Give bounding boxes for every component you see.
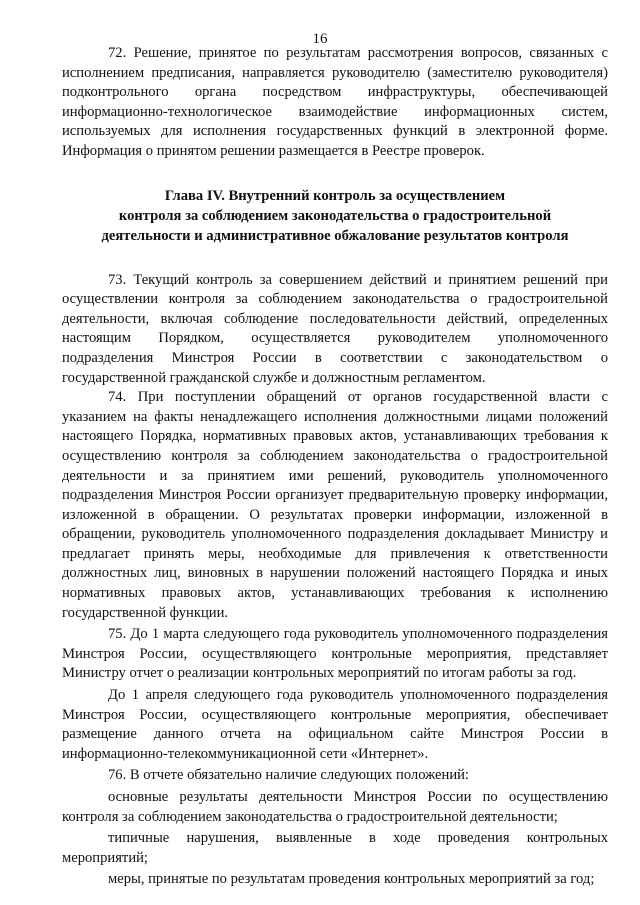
paragraph-75-cont: До 1 апреля следующего года руководитель уполномоченного подразделения Минстроя России, осуществляющего контрольные мероприятия, обеспечивает размещение данного отчета на официальном сайте Минстроя России в информационно-телекоммуникационной сети «Интернет». — [62, 687, 608, 762]
paragraph-75: 75. До 1 марта следующего года руководитель уполномоченного подразделения Минстроя России, осуществляющего контрольные мероприятия, представляет Министру отчет о реализации контрольных мероприятий по итогам работы за год. — [62, 626, 608, 682]
list-item-results: основные результаты деятельности Минстроя России по осуществлению контроля за соблюдением законодательства о градостроительной деятельности; — [62, 789, 608, 825]
paragraph-72: 72. Решение, принятое по результатам рассмотрения вопросов, связанных с исполнением предписания, направляется руководителю (заместителю руководителя) подконтрольного органа посредством инфраструктуры, обеспечивающей информационно-технологическое взаимодействие информационных систем, используемых для исполнения государственных функций в электронной форме. Информация о принятом решении размещается в Реестре проверок. — [62, 45, 608, 159]
document-body — [62, 44, 608, 890]
list-item-violations: типичные нарушения, выявленные в ходе проведения контрольных мероприятий; — [62, 830, 608, 866]
list-item-measures: меры, принятые по результатам проведения контрольных мероприятий за год; — [108, 871, 595, 888]
paragraph-76: 76. В отчете обязательно наличие следующих положений: — [108, 767, 469, 784]
page-number: 16 — [312, 31, 328, 47]
chapter-heading — [62, 186, 608, 246]
heading-line-3: деятельности и административное обжалование результатов контроля — [101, 227, 569, 244]
paragraph-74: 74. При поступлении обращений от органов государственной власти с указанием на факты ненадлежащего исполнения должностными лицами положений настоящего Порядка, нормативных правовых актов, устанавливающих требования к осуществлению контроля за соблюдением законодательства о градостроительной деятельности и за принятием ими решений, руководитель уполномоченного подразделения Минстроя России организует предварительную проверку информации, изложенной в обращении. О результатах проверки информации, изложенной в обращении, руководитель уполномоченного подразделения докладывает Министру и предлагает принять меры, необходимые для привлечения к ответственности должностных лиц, виновных в нарушении положений настоящего Порядка и иных нормативных правовых актов, устанавливающих требования к исполнению государственной функции. — [62, 389, 608, 621]
heading-line-1: Глава IV. Внутренний контроль за осуществлением — [164, 187, 506, 204]
paragraph-73: 73. Текущий контроль за совершением действий и принятием решений при осуществлении контроля за соблюдением законодательства о градостроительной деятельности, включая соблюдение последовательности действий, определенных настоящим Порядком, осуществляется руководителем уполномоченного подразделения Минстроя России в соответствии с законодательством о государственной гражданской службе и должностным регламентом. — [62, 271, 608, 386]
heading-line-2: контроля за соблюдением законодательства о градостроительной — [118, 207, 552, 224]
